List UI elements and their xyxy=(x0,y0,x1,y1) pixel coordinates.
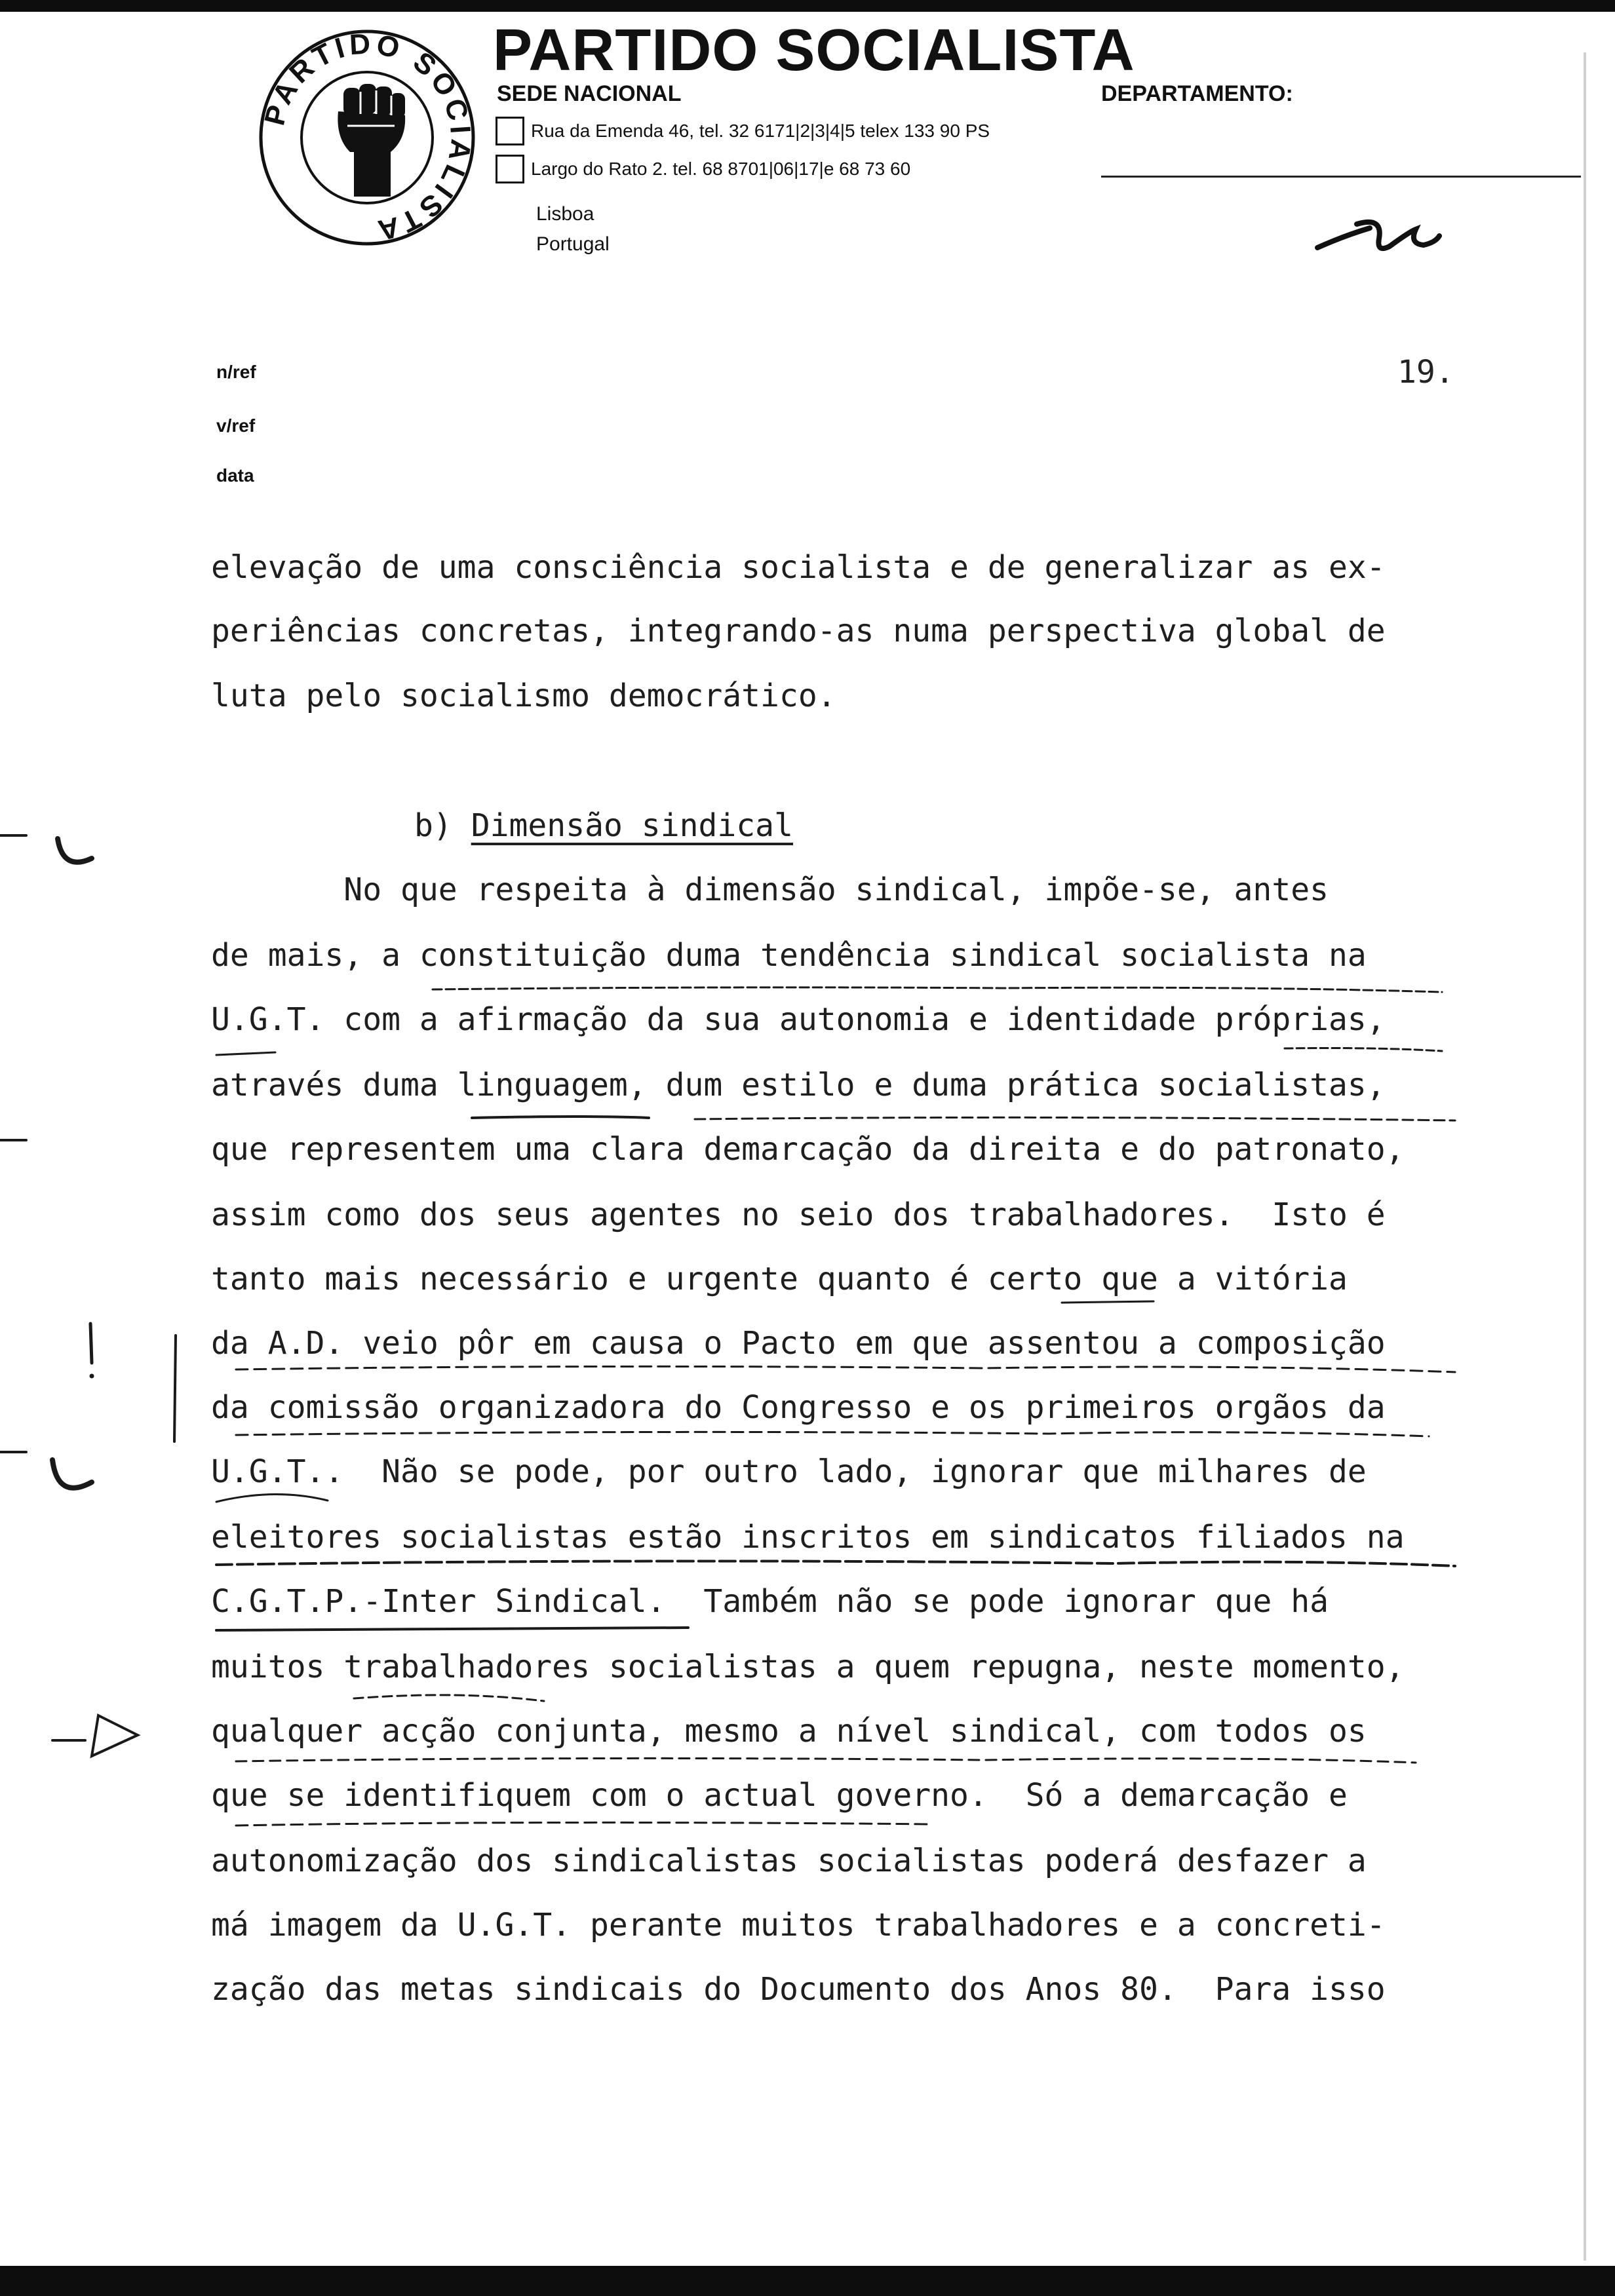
margin-arrow-icon xyxy=(52,1715,138,1756)
ref-label-ours: n/ref xyxy=(216,362,256,382)
margin-dot-mark xyxy=(90,1374,94,1378)
text-line: da comissão organizadora do Congresso e os primeiros orgãos da xyxy=(211,1389,1386,1426)
address-row-rato xyxy=(496,155,910,183)
text-line: da A.D. veio pôr em causa o Pacto em que assentou a composição xyxy=(211,1325,1386,1362)
office-label: SEDE NACIONAL xyxy=(497,81,682,106)
brand-name: PARTIDO SOCIALISTA xyxy=(493,18,1135,83)
section-title: Dimensão sindical xyxy=(471,807,793,844)
margin-vertical-mark xyxy=(90,1324,92,1363)
department-rule xyxy=(1101,176,1581,178)
party-logo-fist-icon xyxy=(257,28,477,248)
svg-text:PARTIDO SOCIALISTA: PARTIDO SOCIALISTA xyxy=(258,28,477,248)
text-line: elevação de uma consciência socialista e de generalizar as ex- xyxy=(211,549,1386,586)
text-line: No que respeita à dimensão sindical, impõe-se, antes xyxy=(211,871,1329,908)
address-text: Rua da Emenda 46, tel. 32 6171|2|3|4|5 telex 133 90 PS xyxy=(531,121,990,141)
text-line: má imagem da U.G.T. perante muitos trabalhadores e a concreti- xyxy=(211,1907,1386,1943)
address-checkbox[interactable] xyxy=(496,155,524,183)
ref-label-date: data xyxy=(216,465,254,486)
address-checkbox[interactable] xyxy=(496,117,524,145)
text-line: muitos trabalhadores socialistas a quem repugna, neste momento, xyxy=(211,1649,1405,1685)
ref-label-yours: v/ref xyxy=(216,415,256,436)
address-row-emenda xyxy=(496,117,990,145)
text-line: tanto mais necessário e urgente quanto é certo que a vitória xyxy=(211,1261,1348,1297)
handwritten-annotation-icon xyxy=(1311,190,1455,269)
scan-top-border xyxy=(0,0,1615,12)
text-line: zação das metas sindicais do Documento dos Anos 80. Para isso xyxy=(211,1971,1386,2008)
city-label: Lisboa xyxy=(536,203,594,225)
text-line: que representem uma clara demarcação da direita e do patronato, xyxy=(211,1131,1405,1168)
text-line: que se identifiquem com o actual governo. Só a demarcação e xyxy=(211,1777,1348,1814)
text-line: U.G.T.. Não se pode, por outro lado, ignorar que milhares de xyxy=(211,1453,1367,1490)
text-line: de mais, a constituição duma tendência sindical socialista na xyxy=(211,937,1367,974)
scan-bottom-border xyxy=(0,2266,1615,2296)
text-line: assim como dos seus agentes no seio dos trabalhadores. Isto é xyxy=(211,1196,1386,1233)
text-line: autonomização dos sindicalistas socialistas poderá desfazer a xyxy=(211,1843,1367,1879)
text-line: periências concretas, integrando-as numa perspectiva global de xyxy=(211,613,1386,649)
text-line: C.G.T.P.-Inter Sindical. Também não se pode ignorar que há xyxy=(211,1583,1329,1620)
department-label: DEPARTAMENTO: xyxy=(1101,81,1293,106)
text-line: através duma linguagem, dum estilo e duma prática socialistas, xyxy=(211,1067,1386,1103)
section-marker: b) xyxy=(414,807,452,844)
margin-bracket-line xyxy=(174,1335,176,1442)
page-number: 19. xyxy=(1397,354,1454,391)
margin-check-mark xyxy=(58,839,92,862)
country-label: Portugal xyxy=(536,233,610,255)
address-text: Largo do Rato 2. tel. 68 8701|06|17|e 68 73 60 xyxy=(531,159,911,179)
section-heading xyxy=(414,807,793,844)
scan-right-edge xyxy=(1584,52,1586,2261)
text-line: qualquer acção conjunta, mesmo a nível sindical, com todos os xyxy=(211,1713,1367,1750)
text-line: eleitores socialistas estão inscritos em sindicatos filiados na xyxy=(211,1519,1405,1556)
text-line: luta pelo socialismo democrático. xyxy=(211,678,836,714)
margin-check-mark xyxy=(52,1460,92,1488)
text-line: U.G.T. com a afirmação da sua autonomia e identidade próprias, xyxy=(211,1001,1386,1038)
